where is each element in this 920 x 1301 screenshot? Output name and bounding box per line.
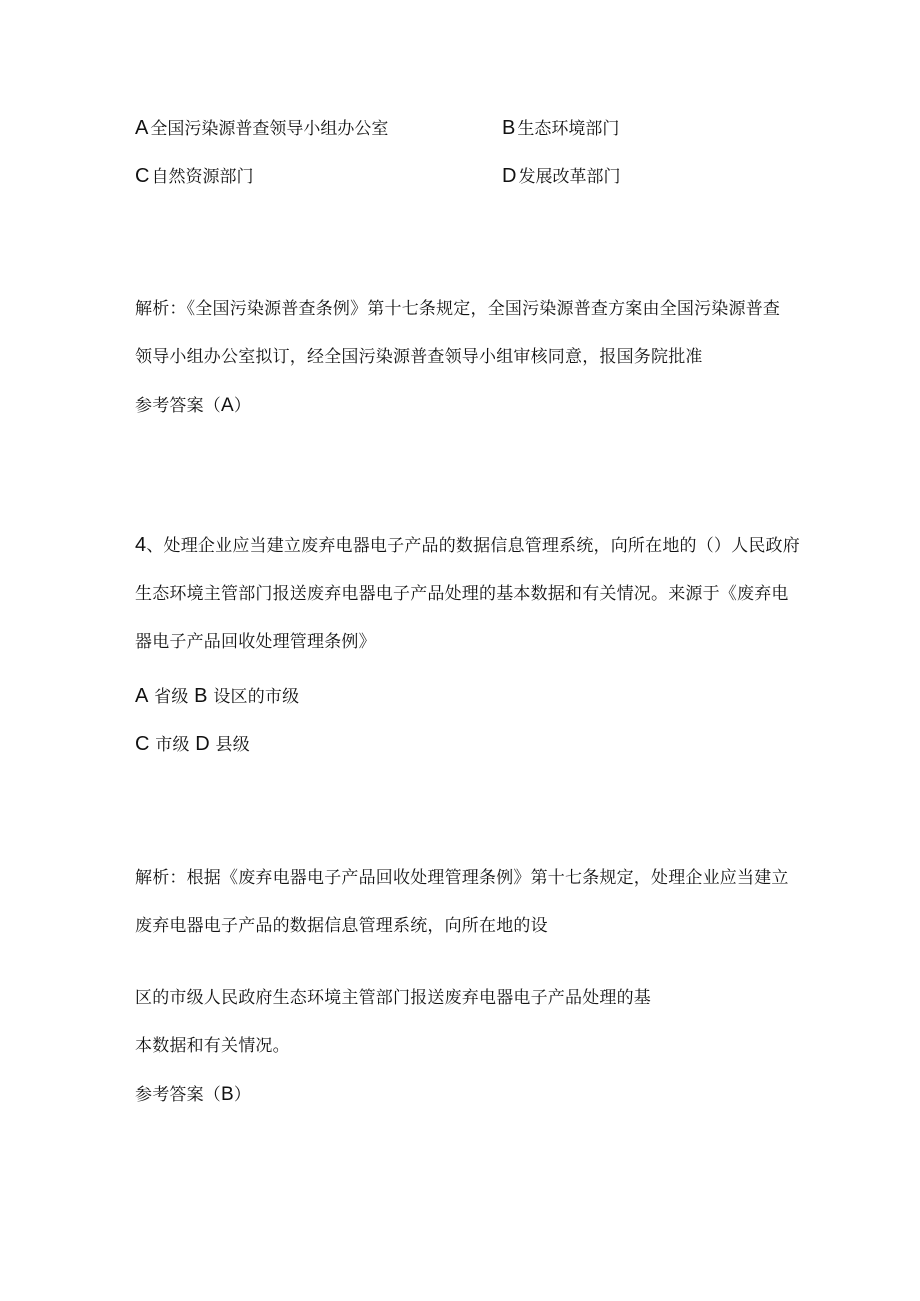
option-letter: B	[194, 685, 208, 707]
option-text: 自然资源部门	[151, 167, 254, 187]
option-letter: C	[135, 733, 150, 755]
option-letter: A	[135, 117, 149, 139]
answer-suffix: ）	[233, 396, 252, 416]
answer-suffix: ）	[233, 1085, 252, 1105]
q3-option-d	[502, 164, 620, 189]
option-letter: D	[195, 733, 210, 755]
option-text: 省级	[154, 687, 189, 707]
answer-prefix: 参考答案（	[135, 1085, 221, 1105]
q3-option-b	[502, 116, 619, 141]
q4-option-row-2	[135, 732, 250, 757]
answer-prefix: 参考答案（	[135, 396, 221, 416]
answer-letter: B	[221, 1084, 234, 1105]
q4-answer	[135, 1083, 251, 1107]
q4-analysis-line: 废弃电器电子产品的数据信息管理系统，向所在地的设	[135, 916, 548, 936]
question-number: 4	[135, 534, 147, 556]
option-text: 全国污染源普查领导小组办公室	[150, 119, 389, 139]
q4-question-line	[135, 533, 800, 558]
q4-analysis-line: 解析：根据《废弃电器电子产品回收处理管理条例》第十七条规定，处理企业应当建立	[135, 868, 789, 888]
q4-question-line: 生态环境主管部门报送废弃电器电子产品处理的基本数据和有关情况。来源于《废弃电	[135, 584, 789, 604]
q3-option-a	[135, 116, 388, 141]
q3-answer	[135, 394, 251, 418]
question-text: 、处理企业应当建立废弃电器电子产品的数据信息管理系统，向所在地的（）人民政府	[146, 536, 800, 556]
q4-analysis-line: 区的市级人民政府生态环境主管部门报送废弃电器电子产品处理的基	[135, 988, 651, 1008]
option-letter: D	[502, 165, 517, 187]
q4-option-row-1	[135, 684, 299, 709]
option-letter: A	[135, 685, 149, 707]
option-text: 设区的市级	[213, 687, 300, 707]
option-text: 生态环境部门	[517, 119, 620, 139]
q3-analysis-line: 领导小组办公室拟订，经全国污染源普查领导小组审核同意，报国务院批准	[135, 347, 703, 367]
option-text: 发展改革部门	[518, 167, 621, 187]
option-text: 市级	[155, 735, 190, 755]
answer-letter: A	[221, 395, 234, 416]
option-text: 县级	[215, 735, 250, 755]
q4-analysis-line: 本数据和有关情况。	[135, 1036, 290, 1056]
q4-question-line: 器电子产品回收处理管理条例》	[135, 632, 376, 652]
q3-option-c	[135, 164, 253, 189]
option-letter: B	[502, 117, 516, 139]
q3-analysis-line: 解析：《全国污染源普查条例》第十七条规定，全国污染源普查方案由全国污染源普查	[135, 299, 781, 319]
option-letter: C	[135, 165, 150, 187]
